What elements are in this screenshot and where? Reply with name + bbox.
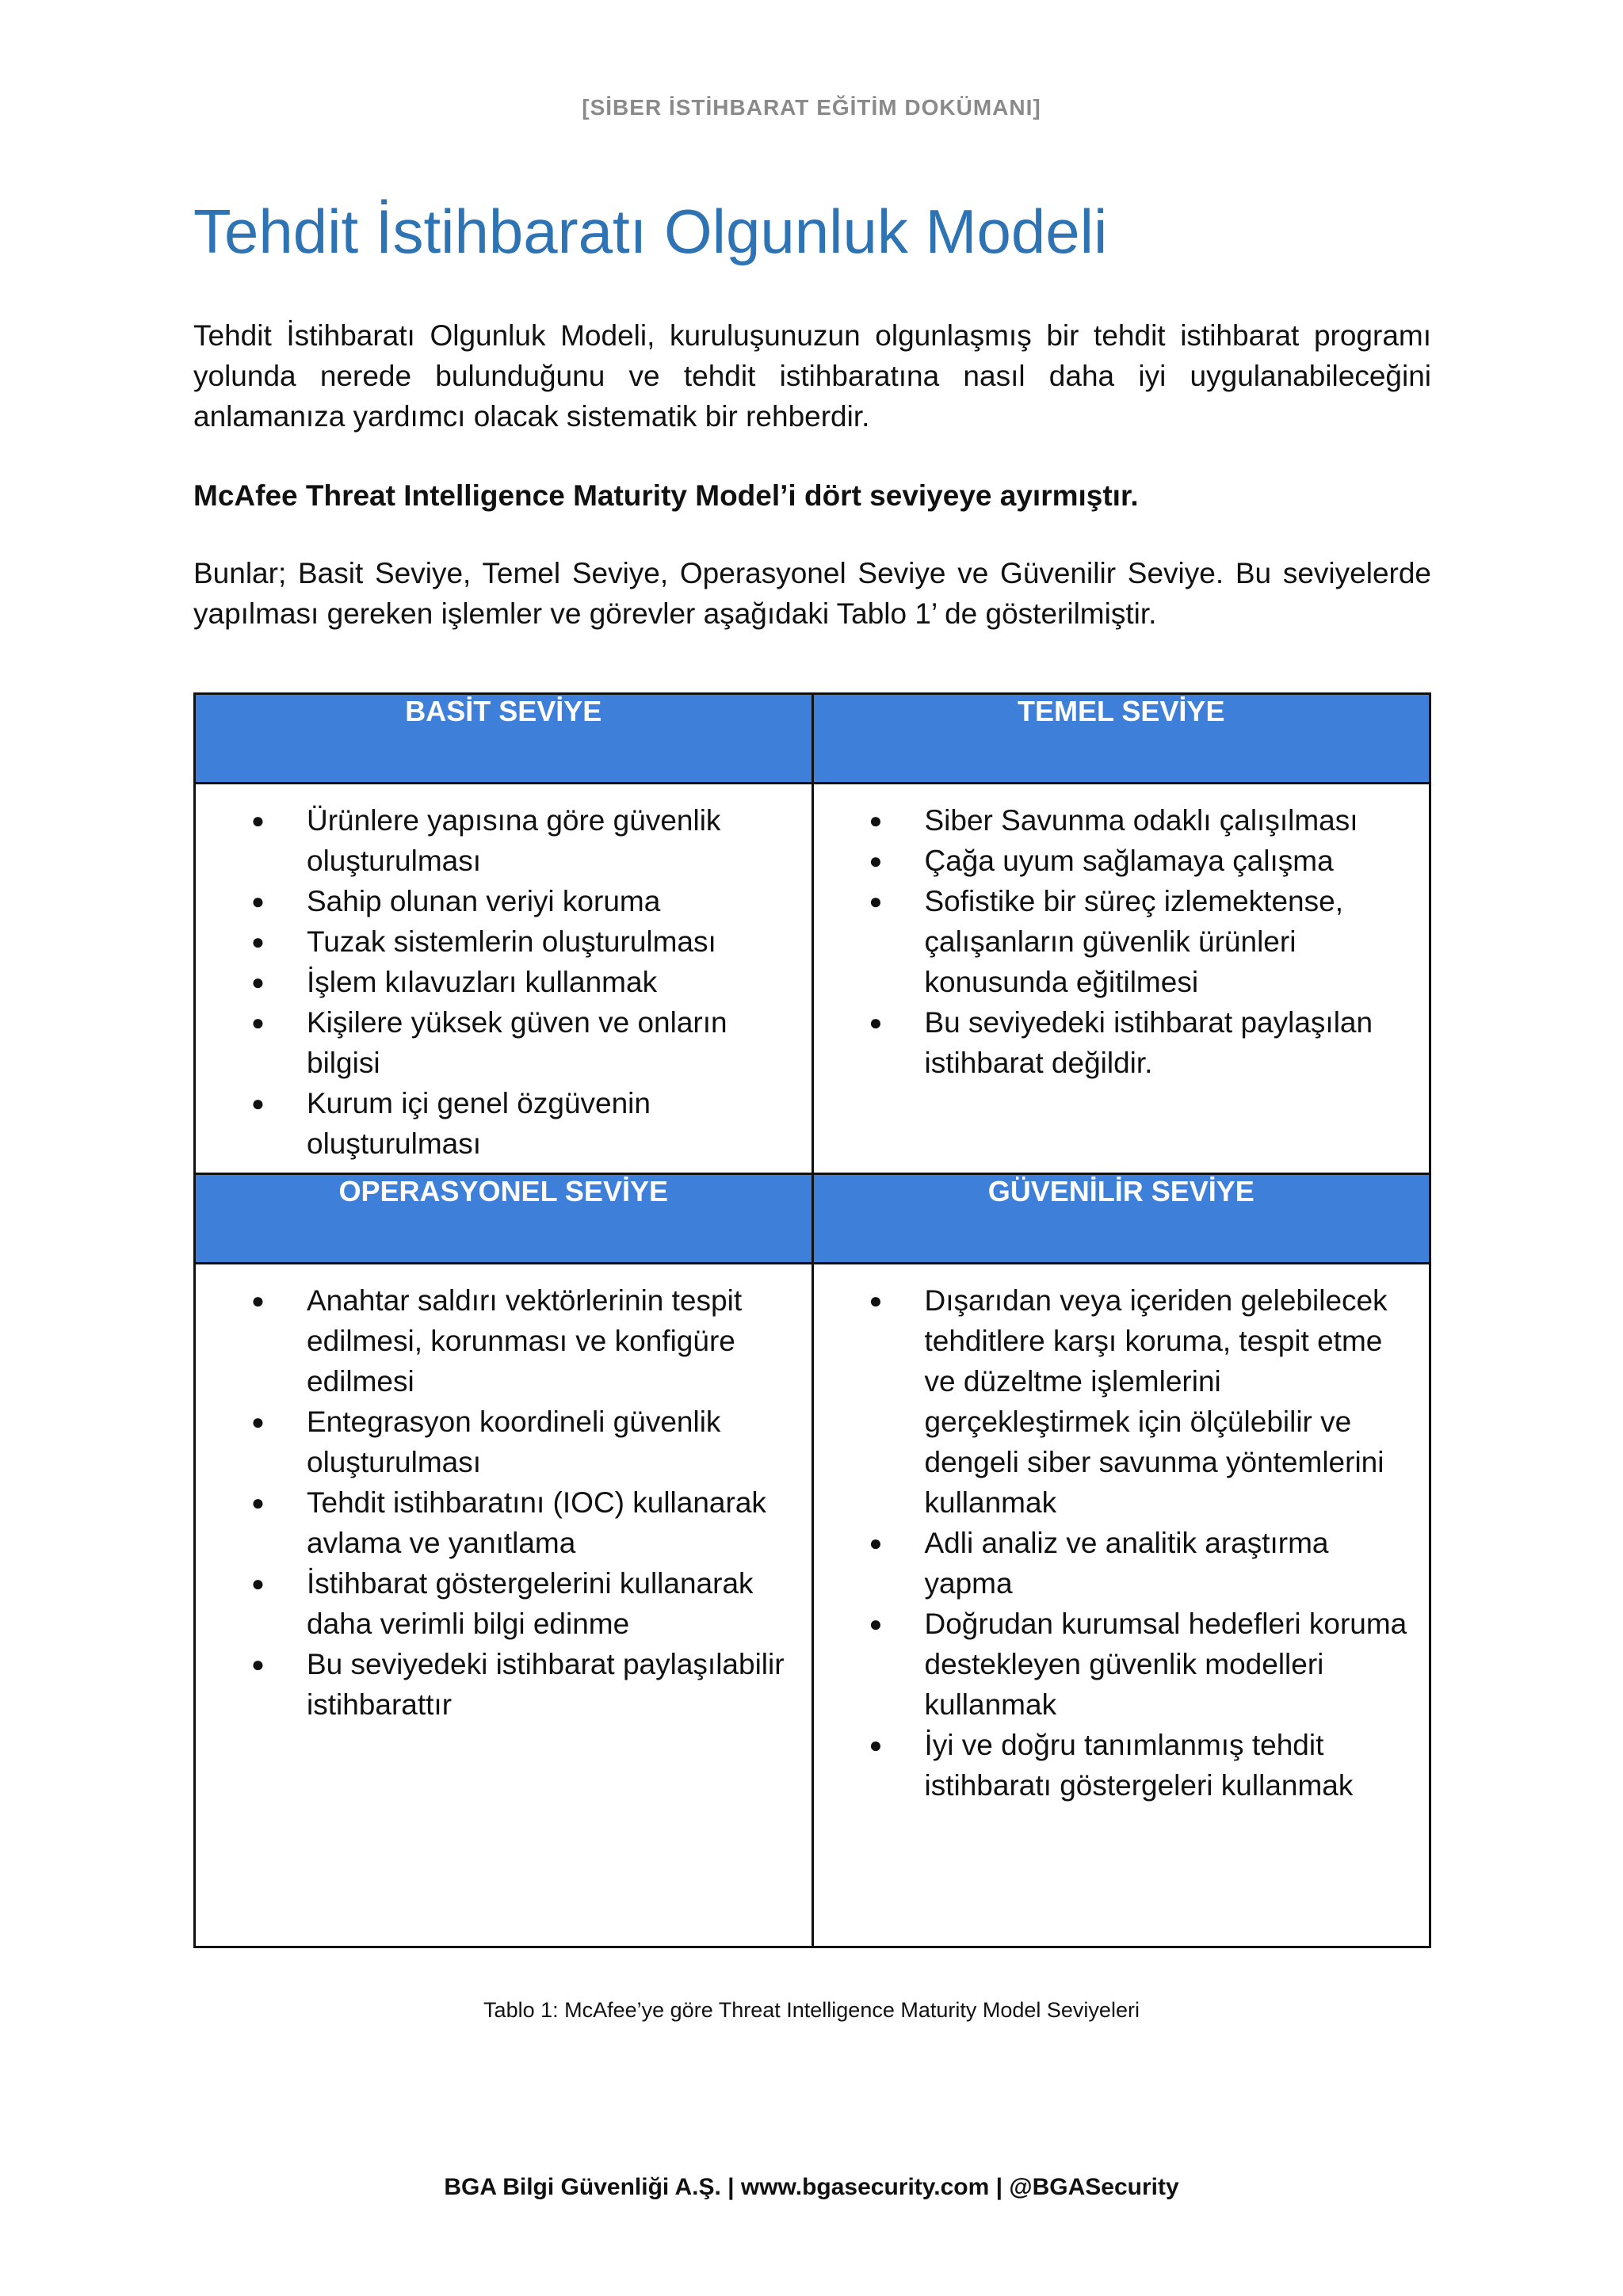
basit-seviye-cell bbox=[195, 784, 813, 1174]
list-item: ● İstihbarat göstergelerini kullanarak daha verimli bilgi edinme bbox=[251, 1563, 792, 1644]
table-caption: Tablo 1: McAfee’ye göre Threat Intelligence Maturity Model Seviyeleri bbox=[483, 1998, 1140, 2022]
intro-paragraph: Tehdit İstihbaratı Olgunluk Modeli, kuruluşunuzun olgunlaşmış bir tehdit istihbarat programı yolunda nerede bulunduğunu ve tehdit istihbaratına nasıl daha iyi uygulanabileceğini anlamanıza yardımcı olacak sistematik bir rehberdir. bbox=[193, 319, 1431, 433]
list-item: ● Doğrudan kurumsal hedefleri koruma destekleyen güvenlik modelleri kullanmak bbox=[869, 1604, 1411, 1725]
list-item: ● Entegrasyon koordineli güvenlik oluşturulması bbox=[251, 1402, 792, 1482]
temel-seviye-list bbox=[814, 784, 1430, 1083]
list-item: ● Ürünlere yapısına göre güvenlik oluşturulması bbox=[251, 800, 792, 881]
list-item: ● Sofistike bir süreç izlemektense, çalışanların güvenlik ürünleri konusunda eğitilmesi bbox=[869, 881, 1411, 1002]
bold-statement: McAfee Threat Intelligence Maturity Model’i dört seviyeye ayırmıştır. bbox=[193, 479, 1139, 512]
page-title: Tehdit İstihbaratı Olgunluk Modeli bbox=[193, 196, 1108, 266]
page-footer: BGA Bilgi Güvenliği A.Ş. | www.bgasecurity.com | @BGASecurity bbox=[444, 2174, 1179, 2200]
basit-seviye-list bbox=[196, 784, 812, 1164]
list-item: ● Bu seviyedeki istihbarat paylaşılan istihbarat değildir. bbox=[869, 1002, 1411, 1083]
operasyonel-seviye-list bbox=[196, 1264, 812, 1725]
table-row bbox=[195, 1264, 1430, 1947]
list-item: ● Adli analiz ve analitik araştırma yapma bbox=[869, 1523, 1411, 1604]
list-item: ● Çağa uyum sağlamaya çalışma bbox=[869, 841, 1411, 881]
list-item: ● Sahip olunan veriyi koruma bbox=[251, 881, 792, 921]
list-item: ● Tehdit istihbaratını (IOC) kullanarak avlama ve yanıtlama bbox=[251, 1482, 792, 1563]
guvenilir-seviye-cell bbox=[812, 1264, 1430, 1947]
list-item: ● Kişilere yüksek güven ve onların bilgisi bbox=[251, 1002, 792, 1083]
operasyonel-seviye-cell bbox=[195, 1264, 813, 1947]
guvenilir-seviye-header: GÜVENİLİR SEVİYE bbox=[812, 1174, 1430, 1264]
table-header-row bbox=[195, 1174, 1430, 1264]
list-item: ● Tuzak sistemlerin oluşturulması bbox=[251, 921, 792, 962]
list-item: ● Kurum içi genel özgüvenin oluşturulması bbox=[251, 1083, 792, 1164]
document-header: [SİBER İSTİHBARAT EĞİTİM DOKÜMANI] bbox=[582, 95, 1041, 120]
guvenilir-seviye-list bbox=[814, 1264, 1430, 1806]
levels-paragraph: Bunlar; Basit Seviye, Temel Seviye, Operasyonel Seviye ve Güvenilir Seviye. Bu seviyelerde yapılması gereken işlemler ve görevler aşağıdaki Tablo 1’ de gösterilmiştir. bbox=[193, 557, 1431, 630]
list-item: ● İşlem kılavuzları kullanmak bbox=[251, 962, 792, 1002]
temel-seviye-cell bbox=[812, 784, 1430, 1174]
list-item: ● Bu seviyedeki istihbarat paylaşılabilir istihbarattır bbox=[251, 1644, 792, 1725]
list-item: ● Anahtar saldırı vektörlerinin tespit edilmesi, korunması ve konfigüre edilmesi bbox=[251, 1280, 792, 1402]
list-item: ● Dışarıdan veya içeriden gelebilecek tehditlere karşı koruma, tespit etme ve düzeltme işlemlerini gerçekleştirmek için ölçülebilir ve dengeli siber savunma yöntemlerini kullanmak bbox=[869, 1280, 1411, 1523]
list-item: ● İyi ve doğru tanımlanmış tehdit istihbaratı göstergeleri kullanmak bbox=[869, 1725, 1411, 1806]
table-row bbox=[195, 784, 1430, 1174]
temel-seviye-header: TEMEL SEVİYE bbox=[812, 694, 1430, 784]
basit-seviye-header: BASİT SEVİYE bbox=[195, 694, 813, 784]
operasyonel-seviye-header: OPERASYONEL SEVİYE bbox=[195, 1174, 813, 1264]
list-item: ● Siber Savunma odaklı çalışılması bbox=[869, 800, 1411, 841]
table-header-row bbox=[195, 694, 1430, 784]
maturity-levels-table bbox=[193, 692, 1431, 1948]
